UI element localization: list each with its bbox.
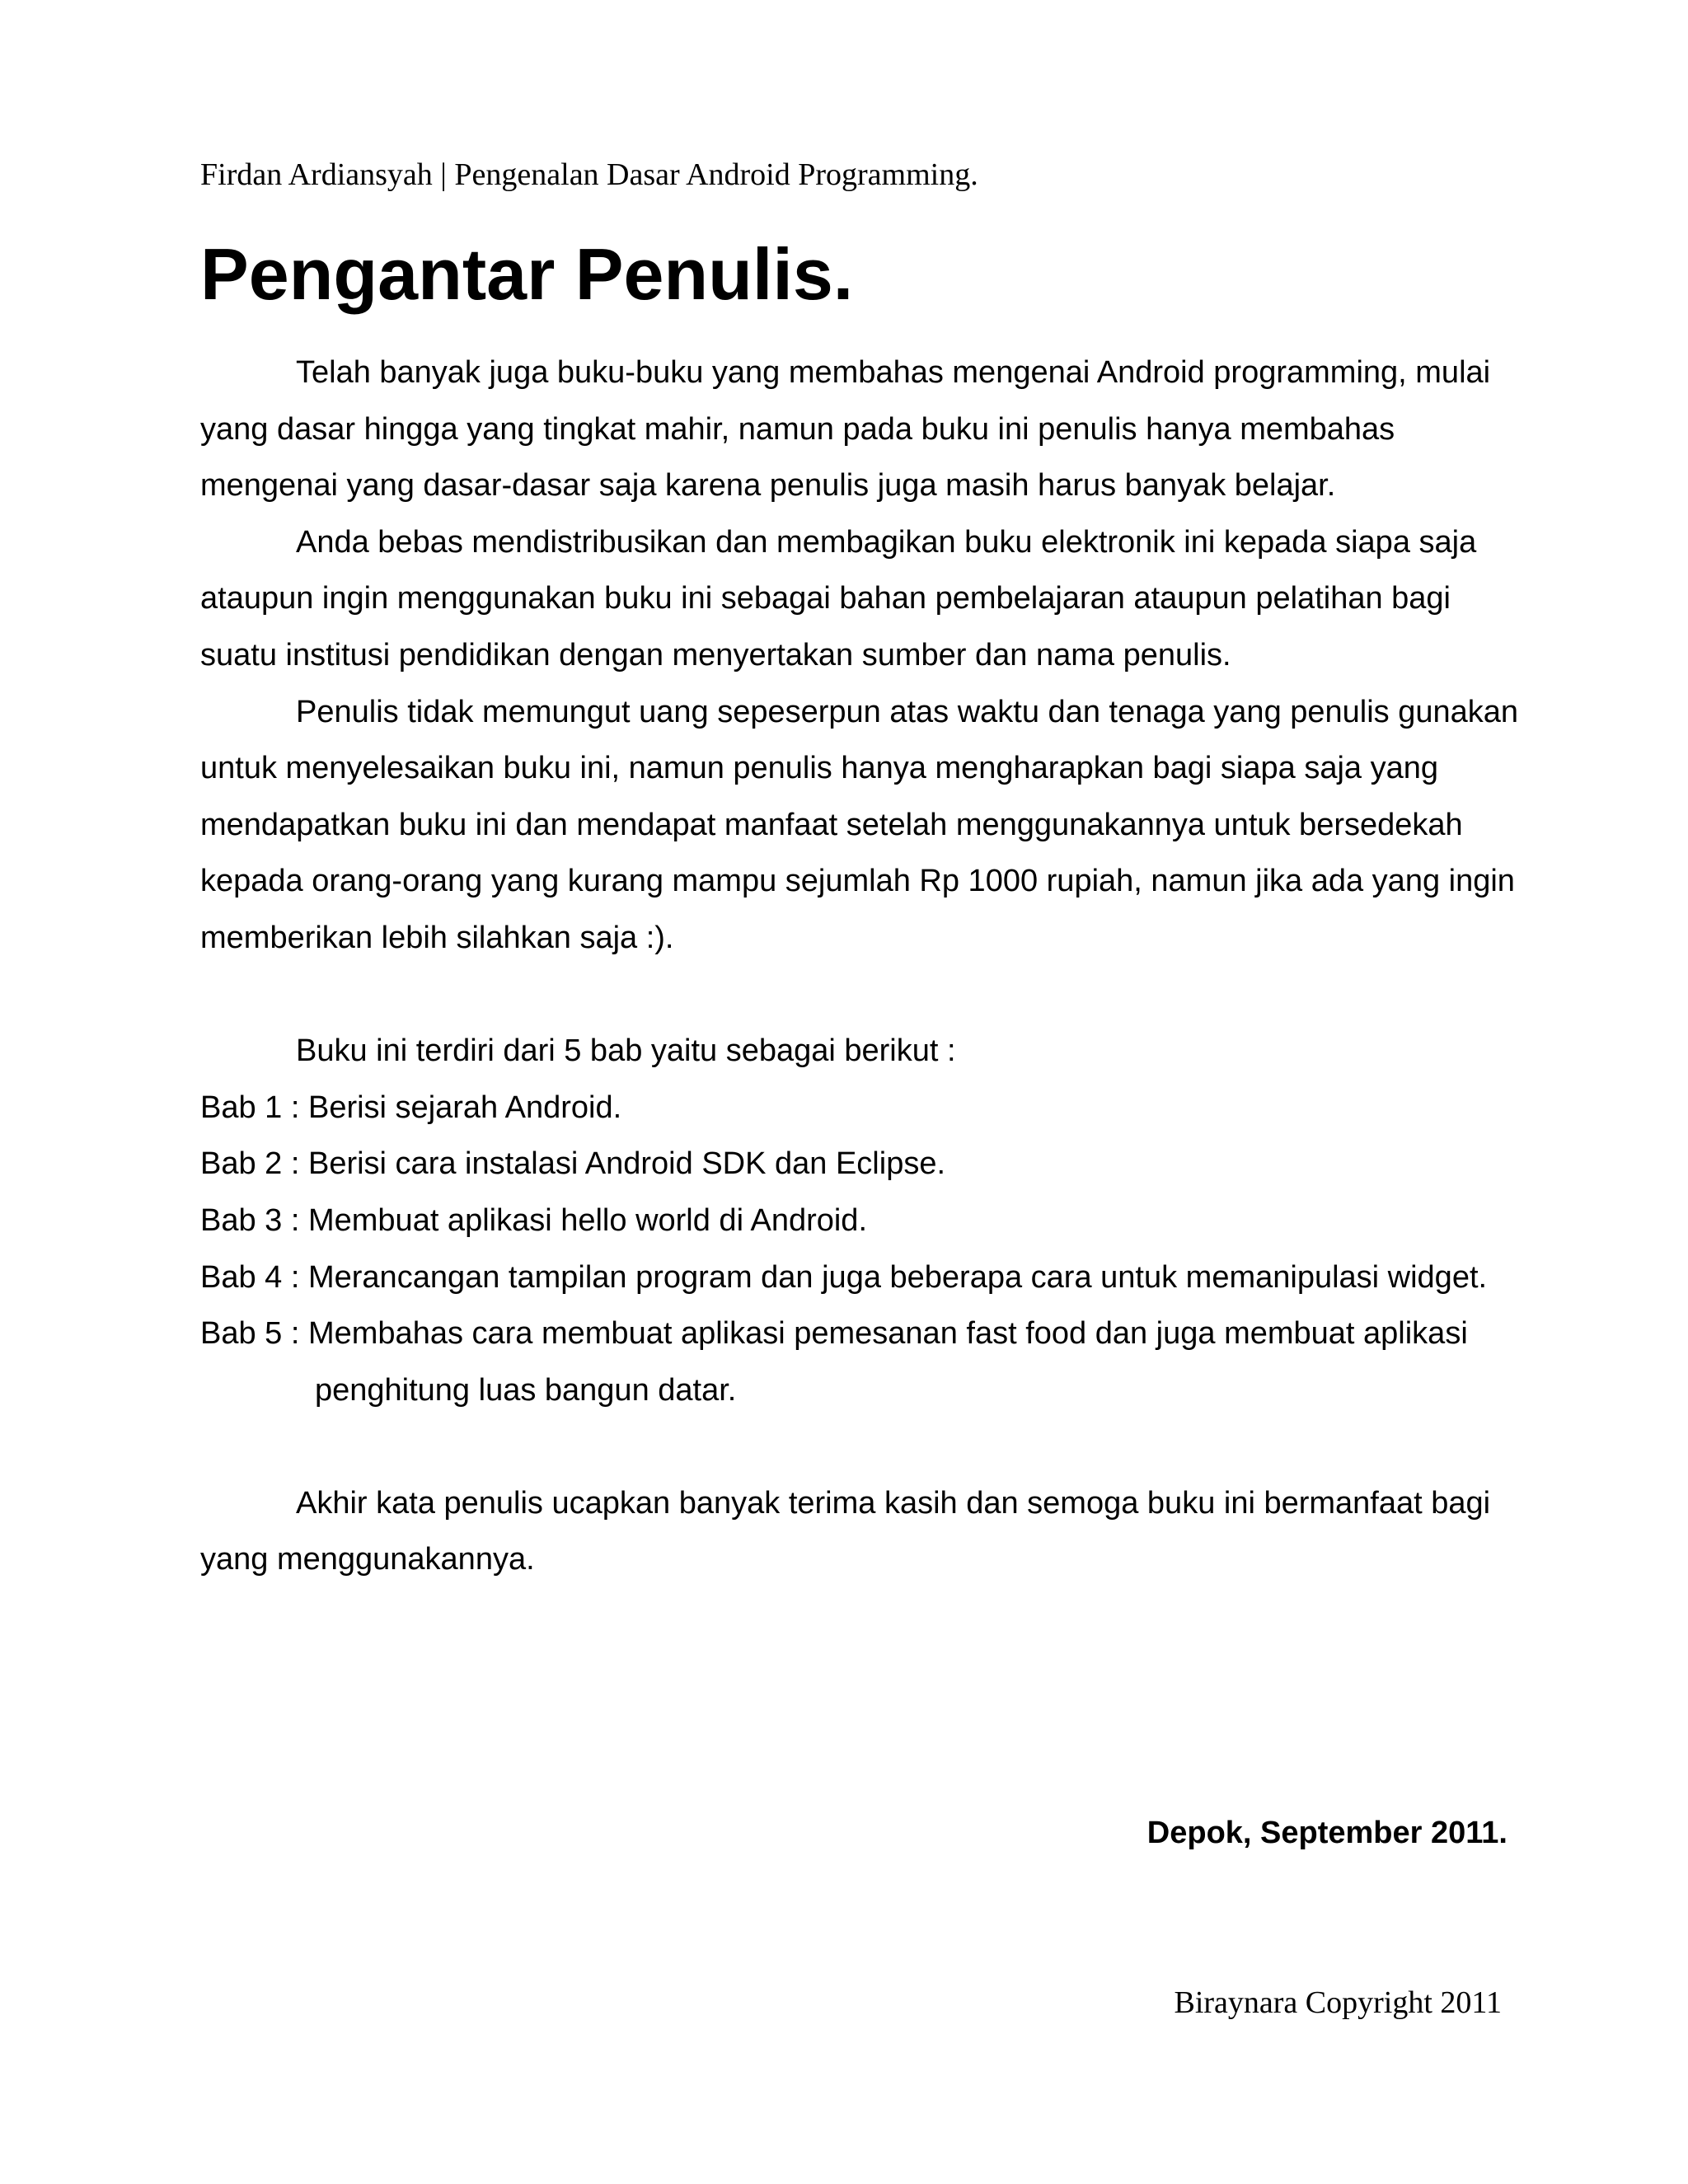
page-title: Pengantar Penulis. (200, 233, 854, 315)
intro-paragraph: Telah banyak juga buku-buku yang membahas mengenai Android programming, mulai yang dasar hingga yang tingkat mahir, namun pada buku ini penulis hanya membahas mengenai yang dasar-dasar saja karena penulis juga masih harus banyak belajar. (200, 355, 1491, 504)
chapter-list (200, 1080, 1519, 1419)
document-body (200, 344, 1519, 1588)
running-header: Firdan Ardiansyah | Pengenalan Dasar Android Programming. (200, 157, 978, 192)
chapter-item: Bab 3 : Membuat aplikasi hello world di Android. (200, 1202, 868, 1238)
blank-line (200, 1418, 1519, 1475)
place-date-signature: Depok, September 2011. (1146, 1816, 1507, 1850)
distribution-paragraph: Anda bebas mendistribusikan dan membagikan buku elektronik ini kepada siapa saja ataupun ingin menggunakan buku ini sebagai bahan pembelajaran ataupun pelatihan bagi suatu institusi pendidikan dengan menyertakan sumber dan nama penulis. (200, 524, 1477, 673)
chapter-item: Bab 4 : Merancangan tampilan program dan juga beberapa cara untuk memanipulasi widget. (200, 1259, 1488, 1295)
closing-paragraph: Akhir kata penulis ucapkan banyak terima kasih dan semoga buku ini bermanfaat bagi yang menggunakannya. (200, 1485, 1491, 1577)
chapter-item: Bab 2 : Berisi cara instalasi Android SDK dan Eclipse. (200, 1146, 946, 1182)
running-footer: Biraynara Copyright 2011 (1174, 1985, 1502, 2020)
donation-paragraph: Penulis tidak memungut uang sepeserpun atas waktu dan tenaga yang penulis gunakan untuk menyelesaikan buku ini, namun penulis hanya mengharapkan bagi siapa saja yang mendapatkan buku ini dan mendapat manfaat setelah menggunakannya untuk bersedekah kepada orang-orang yang kurang mampu sejumlah Rp 1000 rupiah, namun jika ada yang ingin memberikan lebih silahkan saja :). (200, 694, 1519, 955)
chapters-intro: Buku ini terdiri dari 5 bab yaitu sebagai berikut : (296, 1033, 956, 1069)
chapter-item: Bab 5 : Membahas cara membuat aplikasi pemesanan fast food dan juga membuat aplikasi penghitung luas bangun datar. (200, 1316, 1468, 1408)
blank-line (200, 967, 1519, 1024)
chapter-item: Bab 1 : Berisi sejarah Android. (200, 1090, 622, 1125)
